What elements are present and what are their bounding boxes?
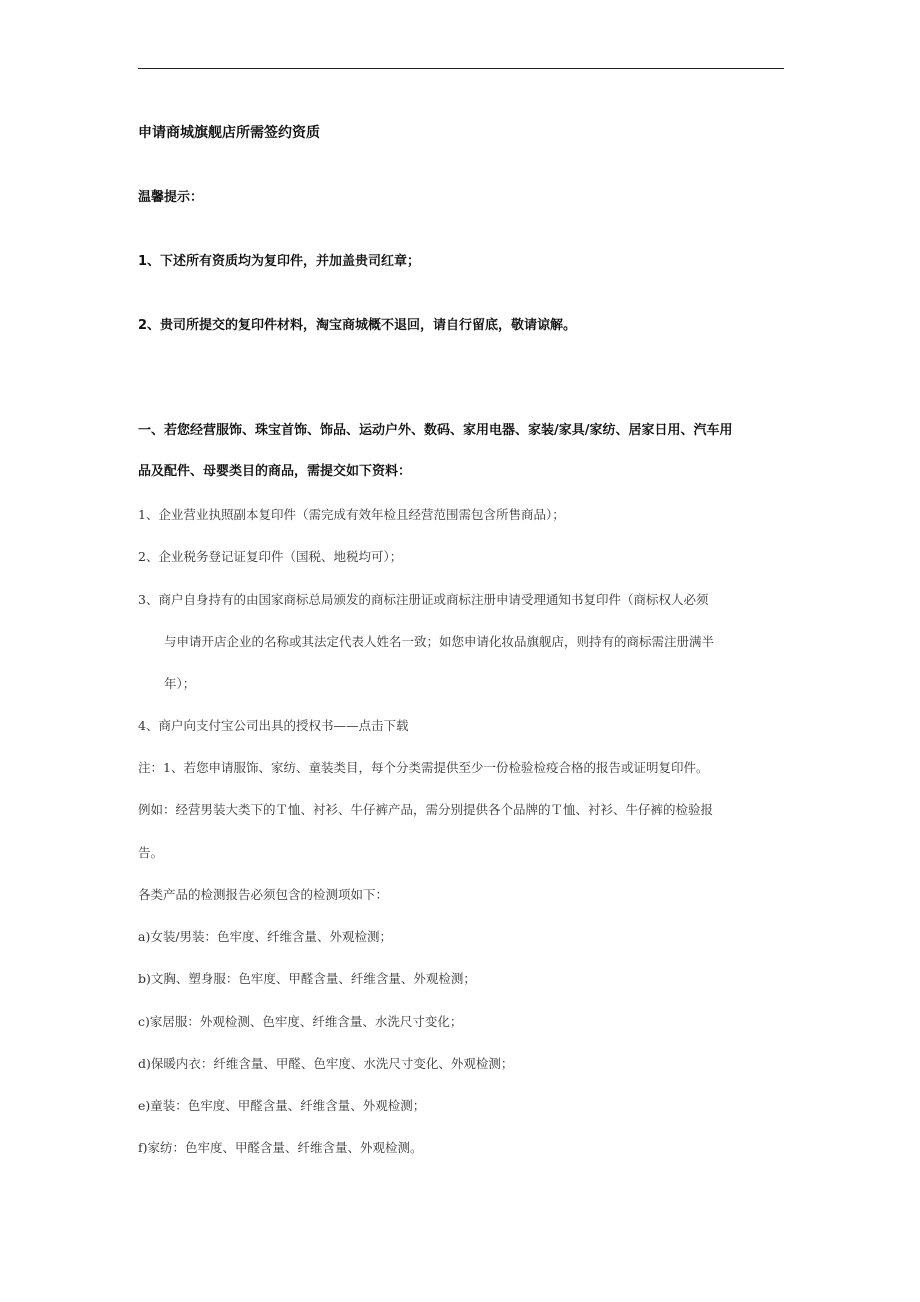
section1-heading-line1: 一、若您经营服饰、珠宝首饰、饰品、运动户外、数码、家用电器、家装/家具/家纺、居家日用、汽车用 (138, 423, 733, 438)
tips-heading: 温馨提示： (138, 190, 204, 205)
tip-item-1: 1、下述所有资质均为复印件，并加盖贵司红章； (138, 254, 421, 269)
test-item-f: f)家纺：色牢度、甲醛含量、纤维含量、外观检测。 (138, 1140, 423, 1155)
note-line-2: 例如：经营男装大类下的Ｔ恤、衬衫、牛仔裤产品，需分别提供各个品牌的Ｔ恤、衬衫、牛仔裤的检验报 (138, 802, 714, 817)
test-items-heading: 各类产品的检测报告必须包含的检测项如下： (138, 887, 389, 902)
requirement-item-3: 3、商户自身持有的由国家商标总局颁发的商标注册证或商标注册申请受理通知书复印件（商标权人必须 (138, 592, 709, 607)
header-rule (138, 68, 784, 69)
test-item-b: b)文胸、塑身服：色牢度、甲醛含量、纤维含量、外观检测； (138, 971, 476, 986)
requirement-item-3-cont2: 年）； (164, 676, 196, 691)
requirement-item-4-authorization-link[interactable]: 4、商户向支付宝公司出具的授权书——点击下载 (138, 718, 409, 733)
test-item-e: e)童装：色牢度、甲醛含量、纤维含量、外观检测； (138, 1098, 426, 1113)
test-item-d: d)保暖内衣：纤维含量、甲醛、色牢度、水洗尺寸变化、外观检测； (138, 1056, 514, 1071)
tip-item-2: 2、贵司所提交的复印件材料，淘宝商城概不退回，请自行留底，敬请谅解。 (138, 318, 577, 333)
requirement-item-3-cont1: 与申请开店企业的名称或其法定代表人姓名一致；如您申请化妆品旗舰店，则持有的商标需注册满半 (164, 634, 715, 649)
document-title: 申请商城旗舰店所需签约资质 (138, 125, 320, 141)
test-item-c: c)家居服：外观检测、色牢度、纤维含量、水洗尺寸变化； (138, 1014, 463, 1029)
requirement-item-2: 2、企业税务登记证复印件（国税、地税均可）； (138, 549, 403, 564)
note-line-1: 注：1、若您申请服饰、家纺、童装类目，每个分类需提供至少一份检验检疫合格的报告或证明复印件。 (138, 760, 709, 775)
note-line-3: 告。 (138, 845, 164, 860)
requirement-item-1: 1、企业营业执照副本复印件（需完成有效年检且经营范围需包含所售商品）； (138, 507, 565, 522)
test-item-a: a)女装/男装：色牢度、纤维含量、外观检测； (138, 929, 393, 944)
section1-heading-line2: 品及配件、母婴类目的商品，需提交如下资料： (138, 464, 412, 479)
